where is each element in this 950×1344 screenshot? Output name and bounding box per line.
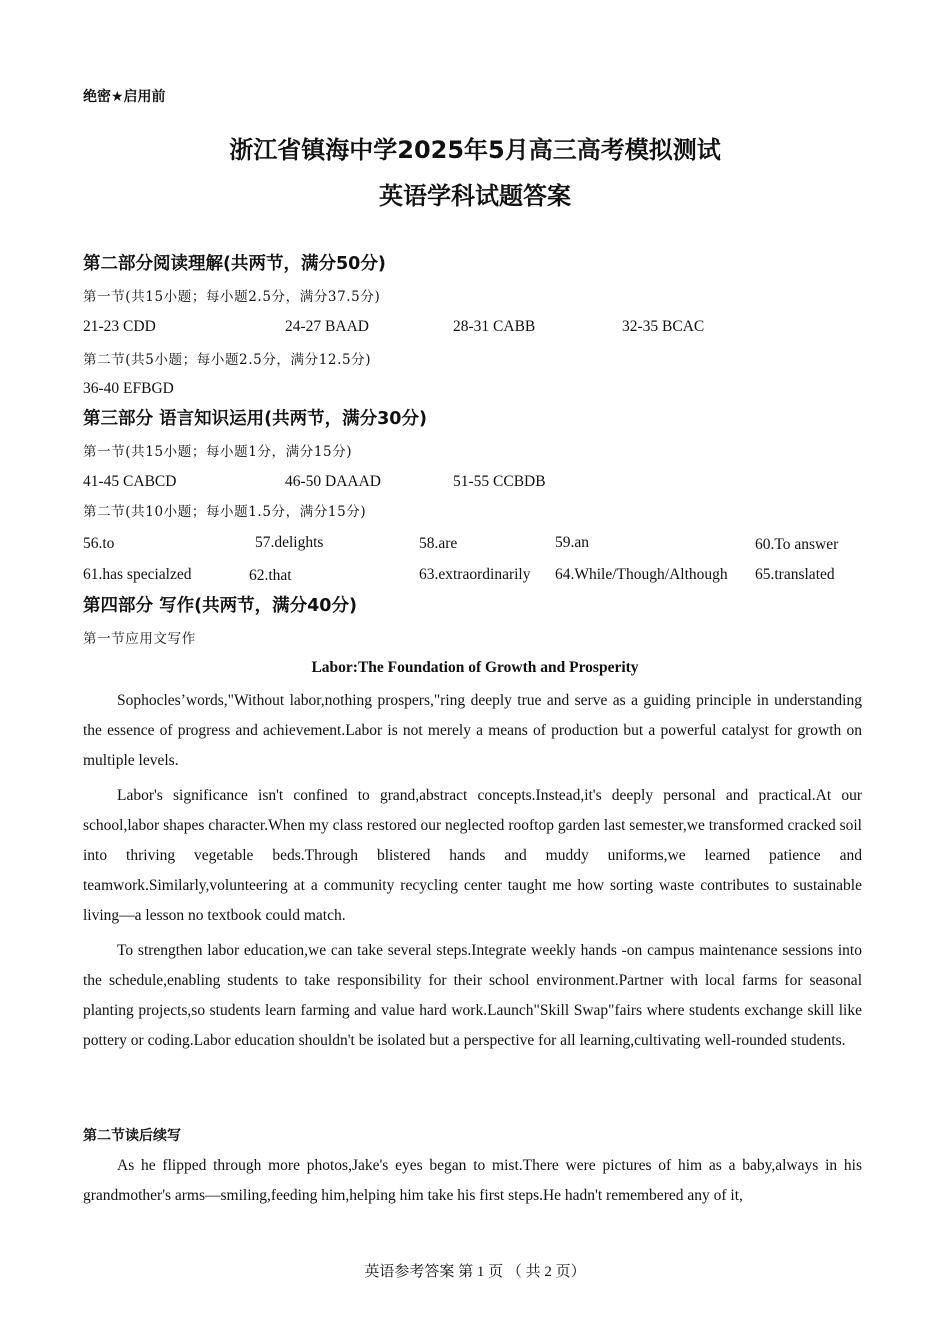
part2-section1-label: 第一节(共15小题；每小题2.5分，满分37.5分) (83, 289, 381, 305)
part2-heading: 第二部分阅读理解(共两节，满分50分) (83, 254, 386, 274)
essay-paragraph: Sophocles’words,"Without labor,nothing prospers,"ring deeply true and serve as a guiding principle in understanding the essence of progress and achievement.Labor is not merely a means of production but a powerful catalyst for growth on multiple levels. (83, 692, 862, 769)
answer-item: 57.delights (255, 534, 324, 551)
document-subtitle: 英语学科试题答案 (379, 182, 571, 210)
answer-group: 21-23 CDD (83, 318, 156, 335)
answer-group: 28-31 CABB (453, 318, 536, 335)
part4-section2-label: 第二节读后续写 (83, 1128, 181, 1144)
answer-group: 24-27 BAAD (285, 318, 369, 335)
part4-heading: 第四部分 写作(共两节，满分40分) (83, 596, 357, 616)
answer-item: 62.that (249, 567, 292, 584)
answer-group: 36-40 EFBGD (83, 380, 174, 397)
answer-item: 56.to (83, 535, 115, 552)
essay-title: Labor:The Foundation of Growth and Prosperity (311, 659, 639, 676)
answer-item: 59.an (555, 534, 590, 551)
essay-paragraph: To strengthen labor education,we can take several steps.Integrate weekly hands -on campus maintenance sessions into the schedule,enabling students to take responsibility for their school environment.Partner with local farms for seasonal planting projects,so students learn farming and value hard work.Launch"Skill Swap"fairs where students exchange skill like pottery or coding.Labor education shouldn't be isolated but a perspective for all learning,cultivating well-rounded students. (83, 942, 862, 1049)
essay-paragraph: Labor's significance isn't confined to grand,abstract concepts.Instead,it's deeply personal and practical.At our school,labor shapes character.When my class restored our neglected rooftop garden last semester,we transformed cracked soil into thriving vegetable beds.Through blistered hands and muddy uniforms,we learned patience and teamwork.Similarly,volunteering at a community recycling center taught me how sorting waste contributes to sustainable living—a lesson no textbook could match. (83, 787, 862, 924)
part3-section2-label: 第二节(共10小题；每小题1.5分，满分15分) (83, 504, 367, 520)
answer-item: 61.has specialzed (83, 566, 192, 583)
page-footer: 英语参考答案 第 1 页 （ 共 2 页） (364, 1264, 586, 1280)
answer-item: 60.To answer (755, 536, 839, 553)
answer-item: 64.While/Though/Although (555, 566, 728, 583)
confidential-label: 绝密★启用前 (83, 89, 166, 105)
answer-group: 51-55 CCBDB (453, 473, 546, 490)
answer-item: 65.translated (755, 566, 835, 583)
answer-group: 46-50 DAAAD (285, 473, 382, 490)
answer-item: 58.are (419, 535, 458, 552)
part2-section2-label: 第二节(共5小题；每小题2.5分，满分12.5分) (83, 352, 372, 368)
part4-section1-label: 第一节应用文写作 (83, 631, 196, 647)
answer-group: 32-35 BCAC (622, 318, 705, 335)
part3-section1-label: 第一节(共15小题；每小题1分，满分15分) (83, 444, 353, 460)
part3-heading: 第三部分 语言知识运用(共两节，满分30分) (83, 409, 427, 429)
continuation-paragraph: As he flipped through more photos,Jake's eyes began to mist.There were pictures of him as a baby,always in his grandmother's arms—smiling,feeding him,helping him take his first steps.He hadn't remembered any of it, (83, 1157, 862, 1204)
document-title: 浙江省镇海中学2025年5月高三高考模拟测试 (229, 136, 721, 164)
answer-group: 41-45 CABCD (83, 473, 177, 490)
answer-item: 63.extraordinarily (419, 566, 531, 583)
